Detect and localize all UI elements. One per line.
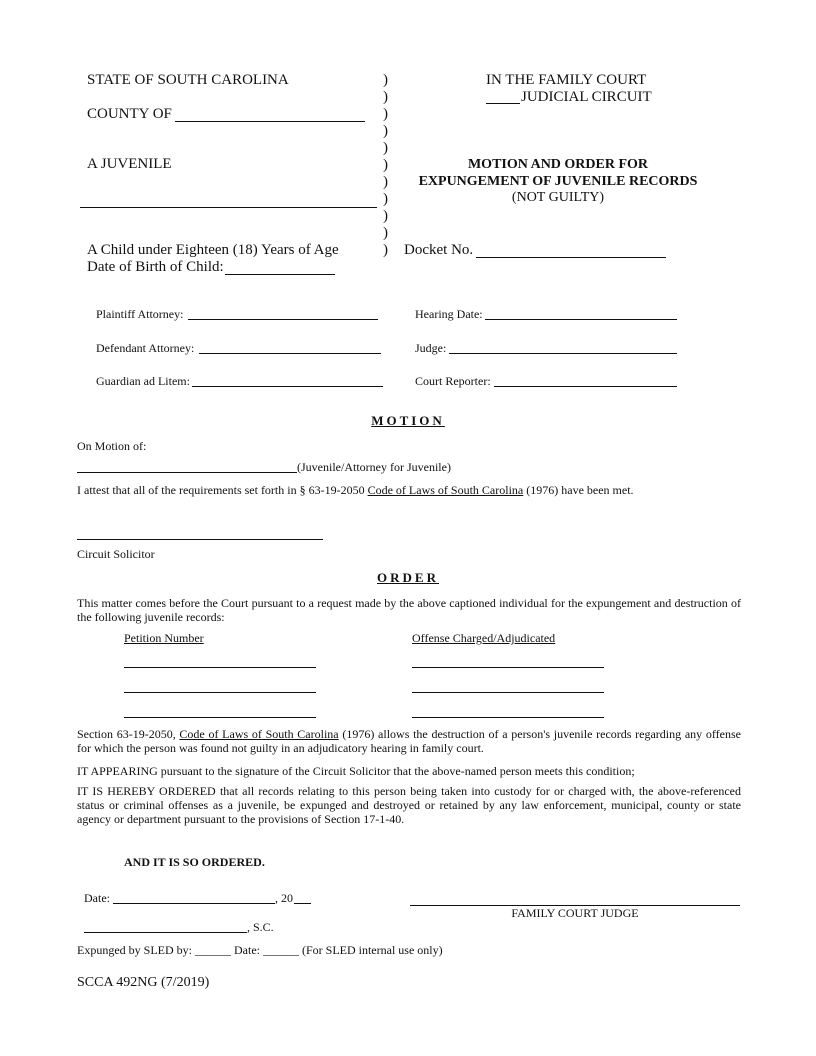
motion-heading: MOTION	[371, 413, 445, 428]
docket-field[interactable]	[476, 257, 666, 258]
caption-paren: )	[383, 72, 388, 88]
judge-label: Judge:	[415, 341, 447, 355]
caption-paren: )	[383, 174, 388, 190]
section-text-end: (1976) allows the destruction of a person's juvenile records regarding any offense for which the person was found not guilty in an adjudicatory hearing in family court.	[77, 727, 741, 755]
hereby-ordered-statement: IT IS HEREBY ORDERED that all records relating to this person being taken into custody for or charged with, the above-referenced status or criminal offenses as a juvenile, be expunged and destroyed or retained by any law enforcement, municipal, county or state agency or department pursuant to the provisions of Section 17-1-40.	[77, 784, 741, 826]
petition-number-field[interactable]	[124, 667, 316, 668]
circuit-number-field[interactable]	[486, 103, 520, 104]
city-field[interactable]	[84, 932, 247, 933]
hearing-date-field[interactable]	[485, 319, 677, 320]
attest-code: Code of Laws of South Carolina	[367, 483, 524, 497]
docket-label: Docket No.	[404, 242, 474, 258]
solicitor-signature-field[interactable]	[77, 539, 323, 540]
offense-field[interactable]	[412, 667, 604, 668]
appearing-statement: IT APPEARING pursuant to the signature of the Circuit Solicitor that the above-named person meets this condition;	[77, 764, 635, 778]
hearing-date-label: Hearing Date:	[415, 307, 483, 321]
petition-number-field[interactable]	[124, 717, 316, 718]
judge-title: FAMILY COURT JUDGE	[511, 906, 639, 920]
juvenile-attorney-label: (Juvenile/Attorney for Juvenile)	[297, 460, 451, 474]
order-heading: ORDER	[377, 570, 439, 585]
sled-line: Expunged by SLED by: ______ Date: ______ (For SLED internal use only)	[77, 943, 443, 957]
caption-paren: )	[383, 242, 388, 258]
petition-number-field[interactable]	[124, 692, 316, 693]
form-title-line2: EXPUNGEMENT OF JUVENILE RECORDS	[418, 174, 698, 189]
defendant-attorney-field[interactable]	[199, 353, 381, 354]
county-field[interactable]	[175, 121, 365, 122]
solicitor-label: Circuit Solicitor	[77, 547, 155, 561]
caption-paren: )	[383, 106, 388, 122]
defendant-attorney-label: Defendant Attorney:	[96, 341, 195, 355]
on-motion-of-label: On Motion of:	[77, 439, 147, 453]
attest-statement	[77, 483, 634, 498]
guardian-label: Guardian ad Litem:	[96, 374, 190, 388]
dob-field[interactable]	[225, 274, 335, 275]
section-text: Section 63-19-2050,	[77, 727, 176, 741]
form-title-line1: MOTION AND ORDER FOR	[467, 157, 649, 172]
so-ordered: AND IT IS SO ORDERED.	[124, 855, 265, 869]
court-label: IN THE FAMILY COURT	[486, 72, 647, 88]
plaintiff-attorney-field[interactable]	[188, 319, 378, 320]
form-title-line3: (NOT GUILTY)	[511, 190, 605, 205]
order-intro: This matter comes before the Court pursuant to a request made by the above captioned individual for the expungement and destruction of the following juvenile records:	[77, 596, 741, 624]
caption-paren: )	[383, 225, 388, 241]
petition-number-header: Petition Number	[124, 631, 204, 645]
state-abbr: , S.C.	[247, 920, 274, 934]
section-statement	[77, 727, 741, 755]
juvenile-name-field[interactable]	[80, 207, 377, 208]
year-field[interactable]	[294, 903, 311, 904]
plaintiff-attorney-label: Plaintiff Attorney:	[96, 307, 184, 321]
caption-paren: )	[383, 140, 388, 156]
juvenile-label: A JUVENILE	[87, 156, 172, 172]
guardian-field[interactable]	[192, 386, 383, 387]
caption-paren: )	[383, 208, 388, 224]
child-age-label: A Child under Eighteen (18) Years of Age	[87, 242, 339, 258]
attest-text-end: (1976) have been met.	[526, 483, 634, 497]
caption-paren: )	[383, 191, 388, 207]
section-code: Code of Laws of South Carolina	[179, 727, 339, 741]
state-label: STATE OF SOUTH CAROLINA	[87, 72, 289, 88]
caption-paren: )	[383, 89, 388, 105]
caption-paren: )	[383, 157, 388, 173]
caption-paren: )	[383, 123, 388, 139]
date-label: Date:	[84, 891, 110, 905]
court-reporter-label: Court Reporter:	[415, 374, 491, 388]
circuit-label: JUDICIAL CIRCUIT	[521, 89, 652, 105]
county-label: COUNTY OF	[87, 106, 172, 122]
form-id: SCCA 492NG (7/2019)	[77, 975, 210, 990]
juvenile-attorney-field[interactable]	[77, 472, 297, 473]
court-reporter-field[interactable]	[494, 386, 677, 387]
judge-field[interactable]	[449, 353, 677, 354]
date-field[interactable]	[113, 903, 275, 904]
offense-field[interactable]	[412, 717, 604, 718]
dob-label: Date of Birth of Child:	[87, 259, 224, 275]
attest-text: I attest that all of the requirements set forth in § 63-19-2050	[77, 483, 365, 497]
offense-field[interactable]	[412, 692, 604, 693]
offense-header: Offense Charged/Adjudicated	[412, 631, 556, 645]
year-label: , 20	[275, 891, 293, 905]
